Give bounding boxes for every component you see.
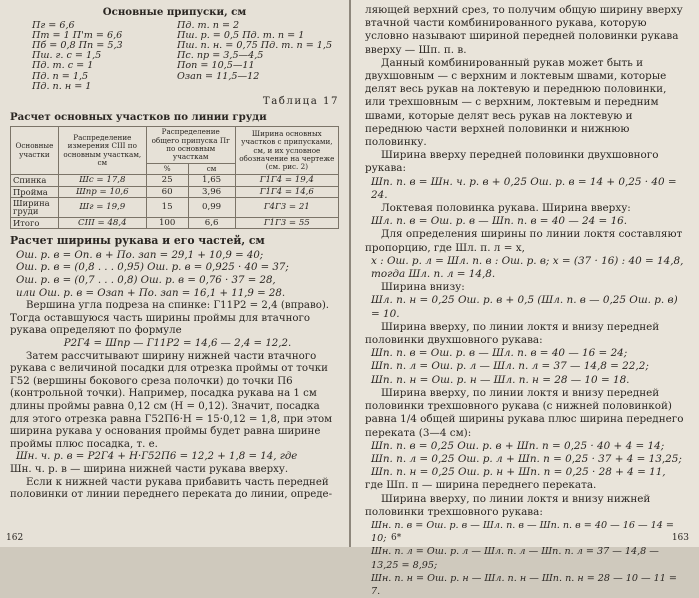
page-number-left: 162: [6, 533, 24, 544]
table-cell: Итого: [11, 217, 59, 228]
allowance-item: Пд. п. н = 1: [32, 80, 92, 92]
allowance-item: Пб = 0,8 Пп = 5,3: [32, 40, 123, 51]
table-cell: Шг = 19,9: [58, 198, 146, 218]
table-title: Расчет основных участков по линии груди: [10, 110, 267, 123]
formula: Шл. п. в = Ош. р. в — Шп. п. в = 40 — 24 = 16.: [371, 215, 628, 228]
page-number-right: 163: [671, 532, 689, 543]
allowance-item: Пд. т. п = 2: [177, 19, 240, 31]
allowance-item: Пш. р. = 0,5 Пд. т. п = 1: [177, 29, 305, 41]
col-header-width: Ширина основных участков с припусками, см, и их условное обозначение на чертеже (см. рис. 2): [235, 127, 338, 175]
allowance-item: Пс. пр = 3,5—4,5: [177, 50, 264, 62]
formula: или Ош. р. в = Озап + По. зап = 16,1 + 11,9 = 28.: [16, 287, 286, 299]
paragraph: Шн. ч. р. в — ширина нижней части рукава вверху.: [10, 463, 289, 475]
formula: Шн. п. в = Ош. р. в — Шл. п. в — Шп. п. в = 40 — 16 — 14 = 10;: [371, 519, 674, 545]
allowance-item: Пд. п = 1,5: [32, 70, 89, 82]
paragraph: Ширина вверху, по линии локтя и внизу передней половинки трехшовного рукава (с нижней половинкой) равна 1/4 общей ширины рукава плюс ширина переднего переката (3—4 см):: [365, 386, 684, 439]
formula: Шп. п. н = 0,25 Ош. р. н + Шп. п = 0,25 · 28 + 4 = 11,: [371, 466, 666, 479]
paragraph: Ширина вверху, по линии локтя и внизу передней половинки двухшовного рукава:: [365, 320, 660, 347]
allowance-item: Пт = 1 П'т = 6,6: [32, 29, 123, 41]
allowance-item: Поп = 10,5—11: [177, 60, 255, 72]
table-cell: 3,96: [188, 186, 235, 197]
table-cell: 15: [146, 198, 188, 218]
allowance-item: Пш. г. с = 1,5: [32, 50, 102, 62]
table-cell: 0,99: [188, 198, 235, 218]
allowance-item: Пш. п. н. = 0,75 Пд. т. п = 1,5: [177, 40, 333, 51]
right-page: [351, 0, 699, 597]
allowance-item: Озап = 11,5—12: [177, 70, 260, 82]
formula: Шп. п. л = Ош. р. л — Шл. п. л = 37 — 14,8 = 22,2;: [371, 360, 649, 373]
col-header-distribution: Распределение измерения СIII по основным участкам, см: [58, 127, 146, 175]
table-cell: Г1Г3 = 55: [235, 217, 338, 228]
col-header-percent: %: [146, 163, 188, 174]
formula: Ош. р. в = (0,7 . . . 0,8) Ош. р. в = 0,76 · 37 = 28,: [16, 275, 276, 287]
col-header-areas: Основные участки: [11, 127, 59, 175]
chest-line-table: [10, 126, 339, 229]
formula: Шн. ч. р. в = Р2Г4 + Н·Г52П6 = 12,2 + 1,8 = 14, где: [16, 451, 298, 463]
formula: Шп. п. в = Ош. р. в — Шл. п. в = 40 — 16 = 24;: [371, 347, 628, 360]
table-cell: 100: [146, 217, 188, 228]
table-row-total: [11, 217, 339, 228]
col-header-allowance: Распределение общего припуска Пг по основным участкам: [146, 127, 235, 164]
table-cell: 6,6: [188, 217, 235, 228]
formula: Шл. п. н = 0,25 Ош. р. в + 0,5 (Шл. п. в — 0,25 Ош. р. в) = 10.: [371, 294, 678, 320]
table-cell: Пройма: [11, 186, 59, 197]
formula: Шп. п. в = 0,25 Ош. р. в + Шп. п = 0,25 · 40 + 4 = 14;: [371, 439, 665, 452]
paragraph: где Шп. п — ширина переднего переката.: [365, 479, 597, 492]
section-heading: Расчет ширины рукава и его частей, см: [10, 234, 265, 248]
paragraph: Затем рассчитывают ширину нижней части втачного рукава с величиной посадки для отрезка проймы от точки Г52 (вершины бокового среза полочки) до точки П6 (контрольной точки). Например, посадка рукава на 1 см длины проймы равна 0,12 см (Н = 0,12). Значит, посадка для этого отрезка равна Г52П6·Н = 15·0,12 = 1,8, при этом ширина рукава у основания проймы будет равна ширине проймы плюс посадка, т. е.: [10, 350, 333, 450]
formula: х : Ош. р. л = Шл. п. в : Ош. р. в; х = (37 · 16) : 40 = 14,8, тогда Шл. п. л = 14,8.: [371, 254, 684, 281]
table-cell: Шпр = 10,6: [58, 186, 146, 197]
table-cell: СIII = 48,4: [58, 217, 146, 228]
table-cell: 60: [146, 186, 188, 197]
formula: Шн. п. л = Ош. р. л — Шл. п. л — Шп. п. л = 37 — 14,8 — 13,25 = 8,95;: [371, 546, 659, 571]
table-cell: Г1Г4 = 14,6: [235, 186, 338, 197]
paragraph: ляющей верхний срез, то получим общую ширину вверху втачной части комбинированного рукава, которую условно называют шириной передней половинки рукава вверху — Шп. п. в.: [365, 4, 683, 56]
paragraph: Ширина вверху передней половинки двухшовного рукава:: [365, 149, 659, 175]
paragraph: Если к нижней части рукава прибавить часть передней половинки от линии переднего переката до линии, опреде-: [10, 476, 333, 501]
paragraph: Ширина внизу:: [381, 281, 465, 294]
table-label: Таблица 17: [262, 96, 339, 108]
formula: Шп. п. в = Шн. ч. р. в + 0,25 Ош. р. в = 14 + 0,25 · 40 = 24.: [371, 175, 677, 201]
paragraph: Данный комбинированный рукав может быть и двухшовным — с верхним и локтевым швами, которые делят весь рукав на локтевую и переднюю половинки, или трехшовным — с верхним, локтевым и передним швами, которые делят весь рукав на локтевую и переднюю части верхней половинки и нижнюю половинку.: [365, 56, 667, 149]
left-page: [0, 0, 349, 547]
allowance-item: [177, 82, 337, 92]
paragraph: Для определения ширины по линии локтя составляют пропорцию, где Шл. п. л = х,: [365, 228, 683, 254]
table-cell: Г4Г3 = 21: [235, 198, 338, 218]
paragraph: Ширина вверху, по линии локтя и внизу нижней половинки трехшовного рукава:: [365, 492, 651, 518]
formula: Ош. р. в = Оп. в + По. зап = 29,1 + 10,9 = 40;: [16, 249, 264, 261]
allowance-item: Пг = 6,6: [32, 19, 75, 31]
table-cell: Спинка: [11, 175, 59, 186]
table-cell: 1,65: [188, 175, 235, 186]
formula: Шп. п. л = 0,25 Ош. р. л + Шп. п = 0,25 · 37 + 4 = 13,25;: [371, 452, 682, 465]
table-cell: Шс = 17,8: [58, 175, 146, 186]
table-cell: 25: [146, 175, 188, 186]
formula: Шп. п. н = Ош. р. н — Шл. п. н = 28 — 10 = 18.: [371, 373, 630, 386]
formula: Р2Г4 = Шпр — Г11Р2 = 14,6 — 2,4 = 12,2.: [63, 338, 292, 350]
signature-mark: 6*: [391, 532, 402, 543]
formula: Шн. п. н = Ош. р. н — Шл. п. н — Шп. п. н = 28 — 10 — 11 = 7.: [371, 572, 677, 597]
table-row: [11, 186, 339, 197]
formula: Ош. р. в = (0,8 . . . 0,95) Ош. р. в = 0,925 · 40 = 37;: [16, 262, 289, 274]
col-header-cm: см: [188, 163, 235, 174]
allowance-item: Пд. т. с = 1: [32, 60, 94, 72]
table-row: [11, 175, 339, 186]
paragraph: Локтевая половинка рукава. Ширина вверху:: [381, 202, 631, 215]
allowances-list: [10, 21, 339, 92]
paragraph: Вершина угла подреза на спинке: Г11Р2 = 2,4 (вправо). Тогда оставшуюся часть ширины проймы для втачного рукава определяют по формуле: [10, 300, 330, 337]
table-cell: Ширина груди: [11, 198, 59, 218]
allowances-heading: Основные припуски, см: [102, 6, 247, 18]
table-cell: Г1Г4 = 19,4: [235, 175, 338, 186]
table-row: [11, 198, 339, 218]
